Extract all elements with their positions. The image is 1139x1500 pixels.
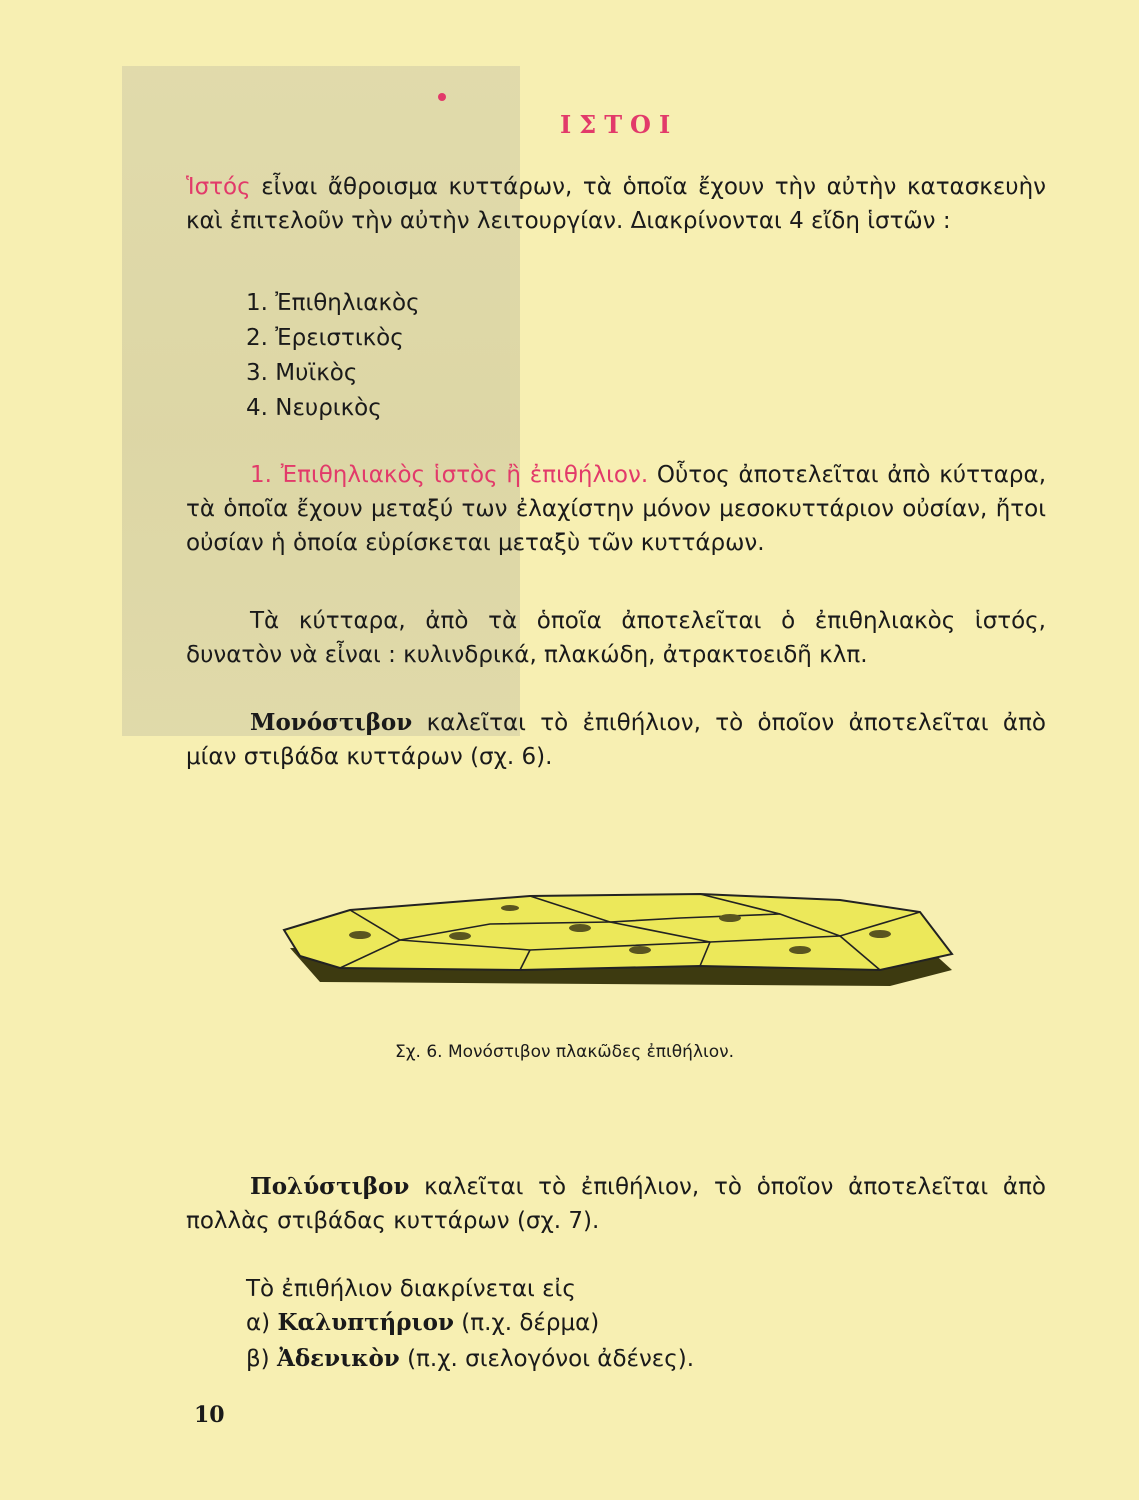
epithelial-heading: 1. Ἐπιθηλιακὸς ἱστὸς ἢ ἐπιθήλιον. bbox=[250, 462, 649, 488]
list-item: 4. Νευρικὸς bbox=[246, 395, 382, 421]
cell-nucleus bbox=[349, 931, 371, 939]
item-prefix: β) bbox=[246, 1346, 277, 1372]
list-item: 1. Ἐπιθηλιακὸς bbox=[246, 290, 420, 316]
polystivon-paragraph bbox=[186, 1170, 1046, 1238]
item-note: (π.χ. δέρμα) bbox=[454, 1310, 600, 1336]
division-item-b bbox=[246, 1342, 694, 1376]
cell-nucleus bbox=[629, 946, 651, 954]
item-term: Ἀδενικὸν bbox=[276, 1345, 400, 1372]
monostivon-text: καλεῖται τὸ ἐπιθήλιον, τὸ ὁποῖον ἀποτελεῖται ἀπὸ μίαν στιβάδα κυττάρων (σχ. 6). bbox=[186, 710, 1046, 770]
tissue-types-list bbox=[246, 286, 420, 426]
list-item: 2. Ἐρειστικὸς bbox=[246, 325, 404, 351]
monostivon-paragraph bbox=[186, 706, 1046, 774]
intro-term: Ἱστός bbox=[186, 174, 251, 200]
epithelium-illustration bbox=[280, 890, 960, 994]
bullet-dot bbox=[438, 93, 446, 101]
cell-nucleus bbox=[449, 932, 471, 940]
item-note: (π.χ. σιελογόνοι ἀδένες). bbox=[399, 1346, 695, 1372]
item-prefix: α) bbox=[246, 1310, 278, 1336]
cell-nucleus bbox=[719, 914, 741, 922]
division-item-a bbox=[246, 1306, 599, 1340]
item-term: Καλυπτήριον bbox=[277, 1309, 454, 1336]
cells-paragraph: Τὰ κύτταρα, ἀπὸ τὰ ὁποῖα ἀποτελεῖται ὁ ἐπιθηλιακὸς ἱστός, δυνατὸν νὰ εἶναι : κυλινδρικά, πλακώδη, ἀτρακτοειδῆ κλπ. bbox=[186, 608, 1046, 668]
epithelial-paragraph bbox=[186, 458, 1046, 560]
page-number: 10 bbox=[194, 1402, 225, 1428]
division-intro: Τὸ ἐπιθήλιον διακρίνεται εἰς bbox=[246, 1276, 576, 1302]
cell-nucleus bbox=[789, 946, 811, 954]
cell-nucleus bbox=[569, 924, 591, 932]
figure-caption: Σχ. 6. Μονόστιβον πλακῶδες ἐπιθήλιον. bbox=[395, 1042, 735, 1062]
polystivon-term: Πολύστιβον bbox=[250, 1173, 410, 1200]
intro-paragraph bbox=[186, 170, 1046, 238]
cell-nucleus bbox=[501, 905, 519, 911]
intro-text: εἶναι ἄθροισμα κυττάρων, τὰ ὁποῖα ἔχουν τὴν αὐτὴν κατασκευὴν καὶ ἐπιτελοῦν τὴν αὐτὴν λειτουργίαν. Διακρίνονται 4 εἴδη ἱστῶν : bbox=[186, 174, 1046, 234]
list-item: 3. Μυϊκὸς bbox=[246, 360, 358, 386]
polystivon-text: καλεῖται τὸ ἐπιθήλιον, τὸ ὁποῖον ἀποτελεῖται ἀπὸ πολλὰς στιβάδας κυττάρων (σχ. 7). bbox=[186, 1174, 1046, 1234]
page-title: ΙΣΤΟΙ bbox=[560, 110, 679, 139]
epithelial-text: Οὗτος ἀποτελεῖται ἀπὸ κύτταρα, τὰ ὁποῖα ἔχουν μεταξύ των ἐλαχίστην μόνον μεσοκυττάριον οὐσίαν, ἤτοι οὐσίαν ἡ ὁποία εὑρίσκεται μεταξὺ τῶν κυττάρων. bbox=[186, 462, 1046, 556]
monostivon-term: Μονόστιβον bbox=[250, 709, 413, 736]
cell-nucleus bbox=[869, 930, 891, 938]
